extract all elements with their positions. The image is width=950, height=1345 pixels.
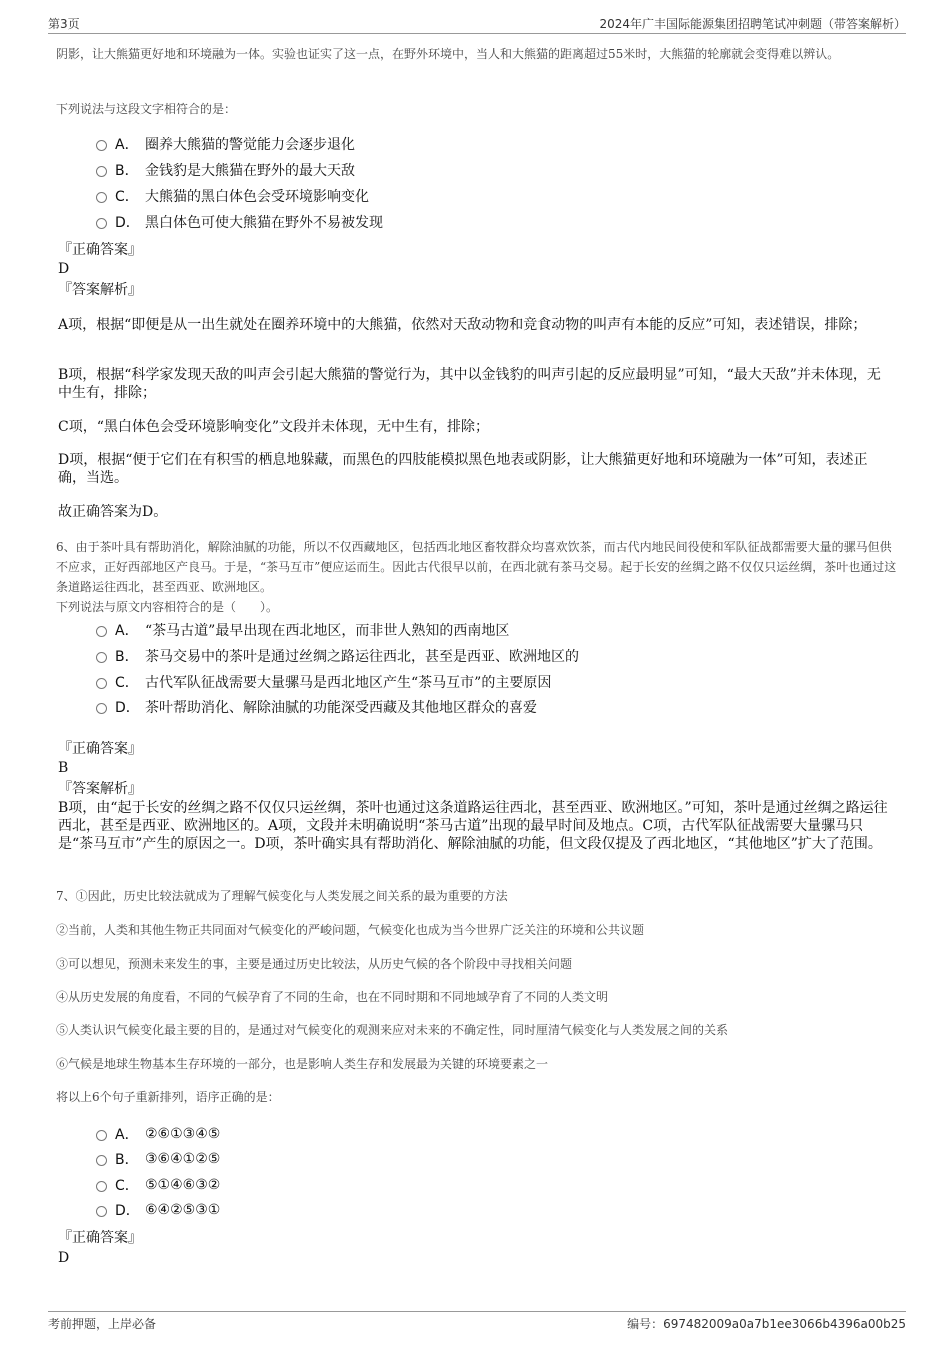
q5-prompt: 下列说法与这段文字相符合的是： <box>56 102 237 116</box>
q7-answer: D <box>58 1250 70 1266</box>
q5-analysis-tag: 『答案解析』 <box>58 282 142 298</box>
option-letter: C． <box>115 1178 139 1194</box>
q7-sentence-2: ②当前，人类和其他生物正共同面对气候变化的严峻问题，气候变化也成为当今世界广泛关注的环境和公共议题 <box>56 923 645 937</box>
q6-option-a[interactable] <box>96 620 509 640</box>
header-divider <box>48 33 906 34</box>
q6-passage: 6、由于茶叶具有帮助消化，解除油腻的功能，所以不仅西藏地区，包括西北地区畜牧群众均喜欢饮茶，而古代内地民间役使和军队征战都需要大量的骡马但供不应求，正好西部地区产良马。于是，“茶马互市”便应运而生。因此古代很早以前，在西北就有茶马交易。起于长安的丝绸之路不仅仅只运丝绸，茶叶也通过这条道路运往西北，甚至西亚、欧洲地区。 <box>56 540 897 594</box>
option-letter: B． <box>115 649 139 665</box>
radio-icon[interactable] <box>96 192 107 203</box>
q5-analysis-a: A项，根据“即便是从一出生就处在圈养环境中的大熊猫，依然对天敌动物和竞食动物的叫声有本能的反应”可知，表述错误，排除； <box>58 317 867 333</box>
option-text: 古代军队征战需要大量骡马是西北地区产生“茶马互市”的主要原因 <box>145 675 552 691</box>
q5-answer-tag: 『正确答案』 <box>58 242 142 258</box>
radio-icon[interactable] <box>96 703 107 714</box>
option-text: “茶马古道”最早出现在西北地区，而非世人熟知的西南地区 <box>145 623 510 639</box>
radio-icon[interactable] <box>96 626 107 637</box>
q7-prompt: 将以上6个句子重新排列，语序正确的是： <box>56 1090 280 1104</box>
q5-option-b[interactable] <box>96 160 355 180</box>
q7-sentence-1: 7、①因此，历史比较法就成为了理解气候变化与人类发展之间关系的最为重要的方法 <box>56 889 508 903</box>
q6-analysis: B项，由“起于长安的丝绸之路不仅仅只运丝绸，茶叶也通过这条道路运往西北，甚至西亚、欧洲地区。”可知，茶叶是通过丝绸之路运往西北，甚至是西亚、欧洲地区的。A项，文段并未明确说明“茶马古道”出现的最早时间及地点。C项，古代军队征战需要大量骡马只是“茶马互市”产生的原因之一。D项，茶叶确实具有帮助消化、解除油腻的功能，但文段仅提及了西北地区，“其他地区”扩大了范围。 <box>58 800 888 852</box>
document-id: 编号：697482009a0a7b1ee3066b4396a00b25 <box>627 1317 906 1331</box>
option-text: ⑥④②⑤③① <box>145 1202 221 1218</box>
option-letter: A． <box>115 1127 139 1143</box>
option-text: ②⑥①③④⑤ <box>145 1126 221 1142</box>
q6-option-b[interactable] <box>96 646 579 666</box>
q7-sentence-5: ⑤人类认识气候变化最主要的目的，是通过对气候变化的观测来应对未来的不确定性，同时厘清气候变化与人类发展之间的关系 <box>56 1023 729 1037</box>
q5-option-d[interactable] <box>96 212 383 232</box>
q6-prompt: 下列说法与原文内容相符合的是（ ）。 <box>56 600 279 614</box>
page-number: 第3页 <box>48 17 80 31</box>
q5-option-c[interactable] <box>96 186 369 206</box>
footer-slogan: 考前押题，上岸必备 <box>48 1317 157 1331</box>
q7-answer-tag: 『正确答案』 <box>58 1230 142 1246</box>
option-text: ③⑥④①②⑤ <box>145 1151 221 1167</box>
radio-icon[interactable] <box>96 1181 107 1192</box>
document-title: 2024年广丰国际能源集团招聘笔试冲刺题（带答案解析） <box>599 17 906 31</box>
radio-icon[interactable] <box>96 140 107 151</box>
q7-sentence-3: ③可以想见，预测未来发生的事，主要是通过历史比较法，从历史气候的各个阶段中寻找相关问题 <box>56 957 573 971</box>
q6-option-c[interactable] <box>96 672 551 692</box>
option-text: 金钱豹是大熊猫在野外的最大天敌 <box>145 163 355 179</box>
q7-sentence-6: ⑥气候是地球生物基本生存环境的一部分，也是影响人类生存和发展最为关键的环境要素之一 <box>56 1057 549 1071</box>
option-letter: A． <box>115 137 139 153</box>
radio-icon[interactable] <box>96 1155 107 1166</box>
option-letter: C． <box>115 675 139 691</box>
option-letter: B． <box>115 163 139 179</box>
q5-analysis-d: D项，根据“便于它们在有积雪的栖息地躲藏，而黑色的四肢能模拟黑色地表或阴影，让大熊猫更好地和环境融为一体”可知，表述正确，当选。 <box>58 452 868 486</box>
radio-icon[interactable] <box>96 1130 107 1141</box>
q6-option-d[interactable] <box>96 697 537 717</box>
q5-conclusion: 故正确答案为D。 <box>58 504 168 520</box>
q5-answer: D <box>58 261 70 277</box>
q7-option-b[interactable] <box>96 1149 220 1169</box>
option-text: 茶叶帮助消化、解除油腻的功能深受西藏及其他地区群众的喜爱 <box>145 700 537 716</box>
q6-analysis-tag: 『答案解析』 <box>58 781 142 797</box>
q5-analysis-c: C项，“黑白体色会受环境影响变化”文段并未体现，无中生有，排除； <box>58 419 490 435</box>
radio-icon[interactable] <box>96 166 107 177</box>
radio-icon[interactable] <box>96 1206 107 1217</box>
option-text: 茶马交易中的茶叶是通过丝绸之路运往西北，甚至是西亚、欧洲地区的 <box>145 649 579 665</box>
option-text: 圈养大熊猫的警觉能力会逐步退化 <box>145 137 355 153</box>
radio-icon[interactable] <box>96 218 107 229</box>
q7-option-c[interactable] <box>96 1175 220 1195</box>
option-letter: C． <box>115 189 139 205</box>
option-letter: A． <box>115 623 139 639</box>
option-letter: D． <box>115 700 140 716</box>
q6-answer: B <box>58 760 69 776</box>
radio-icon[interactable] <box>96 652 107 663</box>
q5-option-a[interactable] <box>96 134 355 154</box>
option-letter: D． <box>115 215 140 231</box>
q5-analysis-b: B项，根据“科学家发现天敌的叫声会引起大熊猫的警觉行为，其中以金钱豹的叫声引起的反应最明显”可知，“最大天敌”并未体现，无中生有，排除； <box>58 367 881 401</box>
q6-answer-tag: 『正确答案』 <box>58 741 142 757</box>
option-text: 黑白体色可使大熊猫在野外不易被发现 <box>145 215 383 231</box>
option-text: 大熊猫的黑白体色会受环境影响变化 <box>145 189 369 205</box>
q5-passage-tail: 阴影，让大熊猫更好地和环境融为一体。实验也证实了这一点，在野外环境中，当人和大熊猫的距离超过55米时，大熊猫的轮廓就会变得难以辨认。 <box>56 47 840 61</box>
option-text: ⑤①④⑥③② <box>145 1177 221 1193</box>
q7-option-a[interactable] <box>96 1124 220 1144</box>
footer-divider <box>48 1311 906 1312</box>
q7-sentence-4: ④从历史发展的角度看，不同的气候孕育了不同的生命，也在不同时期和不同地域孕育了不同的人类文明 <box>56 990 609 1004</box>
option-letter: B． <box>115 1152 139 1168</box>
q7-option-d[interactable] <box>96 1200 220 1220</box>
radio-icon[interactable] <box>96 678 107 689</box>
option-letter: D． <box>115 1203 140 1219</box>
